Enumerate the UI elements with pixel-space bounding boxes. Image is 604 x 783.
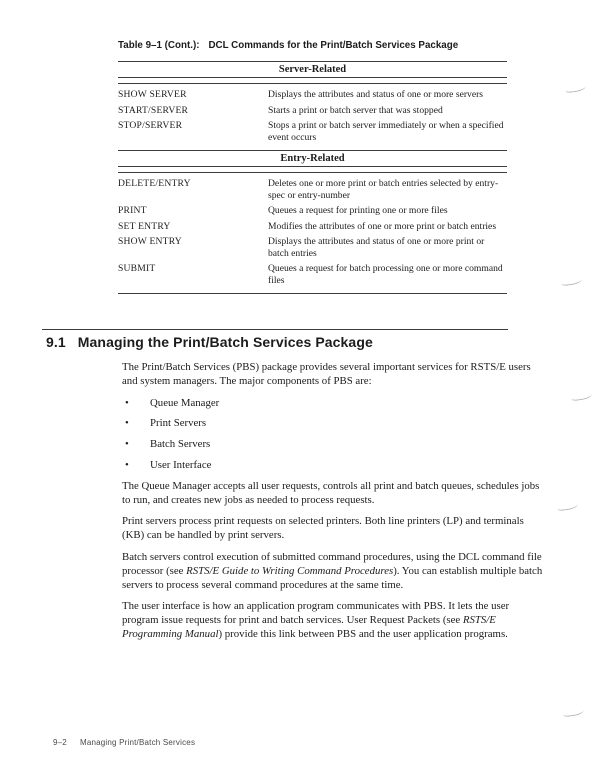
user-interface-paragraph bbox=[122, 600, 546, 641]
section-title: Managing the Print/Batch Services Package bbox=[77, 334, 373, 350]
description-cell: Modifies the attributes of one or more print or batch entries bbox=[268, 220, 497, 232]
description-cell: Deletes one or more print or batch entries selected by entry-spec or entry-number bbox=[268, 178, 499, 201]
list-item-label: Print Servers bbox=[150, 417, 207, 430]
table-row bbox=[118, 178, 507, 201]
footer-title: Managing Print/Batch Services bbox=[79, 738, 196, 747]
table-caption bbox=[118, 40, 507, 52]
list-item bbox=[122, 438, 546, 452]
command-cell: PRINT bbox=[118, 205, 147, 216]
section-heading bbox=[46, 334, 373, 350]
command-cell: START/SERVER bbox=[118, 104, 189, 116]
command-cell: SHOW ENTRY bbox=[118, 236, 182, 247]
queue-manager-paragraph: The Queue Manager accepts all user requests, controls all print and batch queues, schedules jobs to run, and creates new jobs as needed to process requests. bbox=[122, 479, 540, 506]
double-rule bbox=[118, 166, 507, 173]
command-cell: SHOW SERVER bbox=[118, 89, 187, 100]
description-cell: Starts a print or batch server that was stopped bbox=[268, 104, 443, 116]
list-item-label: Batch Servers bbox=[150, 438, 211, 451]
paragraph-text: ) provide this link between PBS and the user application programs. bbox=[218, 627, 508, 640]
description-cell: Queues a request for batch processing one or more command files bbox=[268, 263, 503, 286]
table-row bbox=[118, 105, 507, 117]
double-rule bbox=[118, 77, 507, 84]
table-row bbox=[118, 236, 507, 259]
table-row bbox=[118, 205, 507, 217]
table-section-header-entry: Entry-Related bbox=[280, 153, 345, 164]
command-cell: SET ENTRY bbox=[118, 220, 171, 232]
bullet-icon: • bbox=[125, 396, 129, 409]
manual-reference: RSTS/E Guide to Writing Command Procedures bbox=[186, 564, 394, 577]
list-item bbox=[122, 397, 546, 411]
table-row bbox=[118, 263, 507, 286]
command-cell: DELETE/ENTRY bbox=[118, 178, 191, 189]
description-cell: Queues a request for printing one or more files bbox=[268, 205, 448, 216]
section-body bbox=[122, 361, 546, 642]
table-bottom-rule bbox=[118, 293, 507, 294]
section-heading-rule bbox=[42, 329, 508, 330]
description-cell: Displays the attributes and status of one or more servers bbox=[268, 89, 484, 100]
table-section-header-server: Server-Related bbox=[278, 64, 347, 75]
manual-reference: RSTS/E Programming Manual bbox=[122, 614, 496, 640]
paragraph-text: The user interface is how an application program communicates with PBS. It lets the user program issue requests for print and batch services. User Request Packets (see bbox=[122, 600, 510, 627]
bullet-icon: • bbox=[125, 458, 129, 471]
components-list bbox=[122, 397, 546, 473]
description-cell: Stops a print or batch server immediately or when a specified event occurs bbox=[268, 120, 504, 143]
section-number: 9.1 bbox=[46, 334, 66, 350]
list-item bbox=[122, 459, 546, 473]
table-row bbox=[118, 89, 507, 101]
scan-artifact-tick bbox=[557, 501, 579, 511]
intro-paragraph: The Print/Batch Services (PBS) package provides several important services for RSTS/E users and system managers. The major components of PBS are: bbox=[122, 361, 531, 387]
scan-artifact-tick bbox=[565, 83, 587, 93]
command-cell: SUBMIT bbox=[118, 263, 156, 274]
scan-artifact-tick bbox=[571, 391, 593, 401]
list-item-label: User Interface bbox=[150, 458, 212, 471]
list-item bbox=[122, 417, 546, 431]
table-row bbox=[118, 221, 507, 233]
print-servers-paragraph: Print servers process print requests on selected printers. Both line printers (LP) and terminals (KB) can be handled by print servers. bbox=[122, 515, 524, 542]
description-cell: Displays the attributes and status of one or more print or batch entries bbox=[268, 236, 485, 259]
table-caption-text: DCL Commands for the Print/Batch Services Package bbox=[208, 40, 459, 51]
command-cell: STOP/SERVER bbox=[118, 120, 183, 131]
batch-servers-paragraph bbox=[122, 551, 546, 592]
dcl-commands-table bbox=[118, 40, 507, 294]
page-number: 9–2 bbox=[53, 738, 67, 747]
bullet-icon: • bbox=[125, 438, 129, 451]
paragraph-text: Batch servers control execution of submitted command procedures, using the DCL command file processor (see bbox=[122, 550, 542, 577]
page-footer bbox=[53, 738, 195, 748]
scan-artifact-tick bbox=[563, 707, 585, 717]
table-caption-label: Table 9–1 (Cont.): bbox=[118, 40, 200, 51]
scan-artifact-tick bbox=[561, 276, 583, 286]
list-item-label: Queue Manager bbox=[150, 396, 220, 409]
table-row bbox=[118, 120, 507, 143]
bullet-icon: • bbox=[125, 417, 129, 430]
paragraph-text: ). You can establish multiple batch servers to process several command procedures at the same time. bbox=[122, 564, 543, 591]
